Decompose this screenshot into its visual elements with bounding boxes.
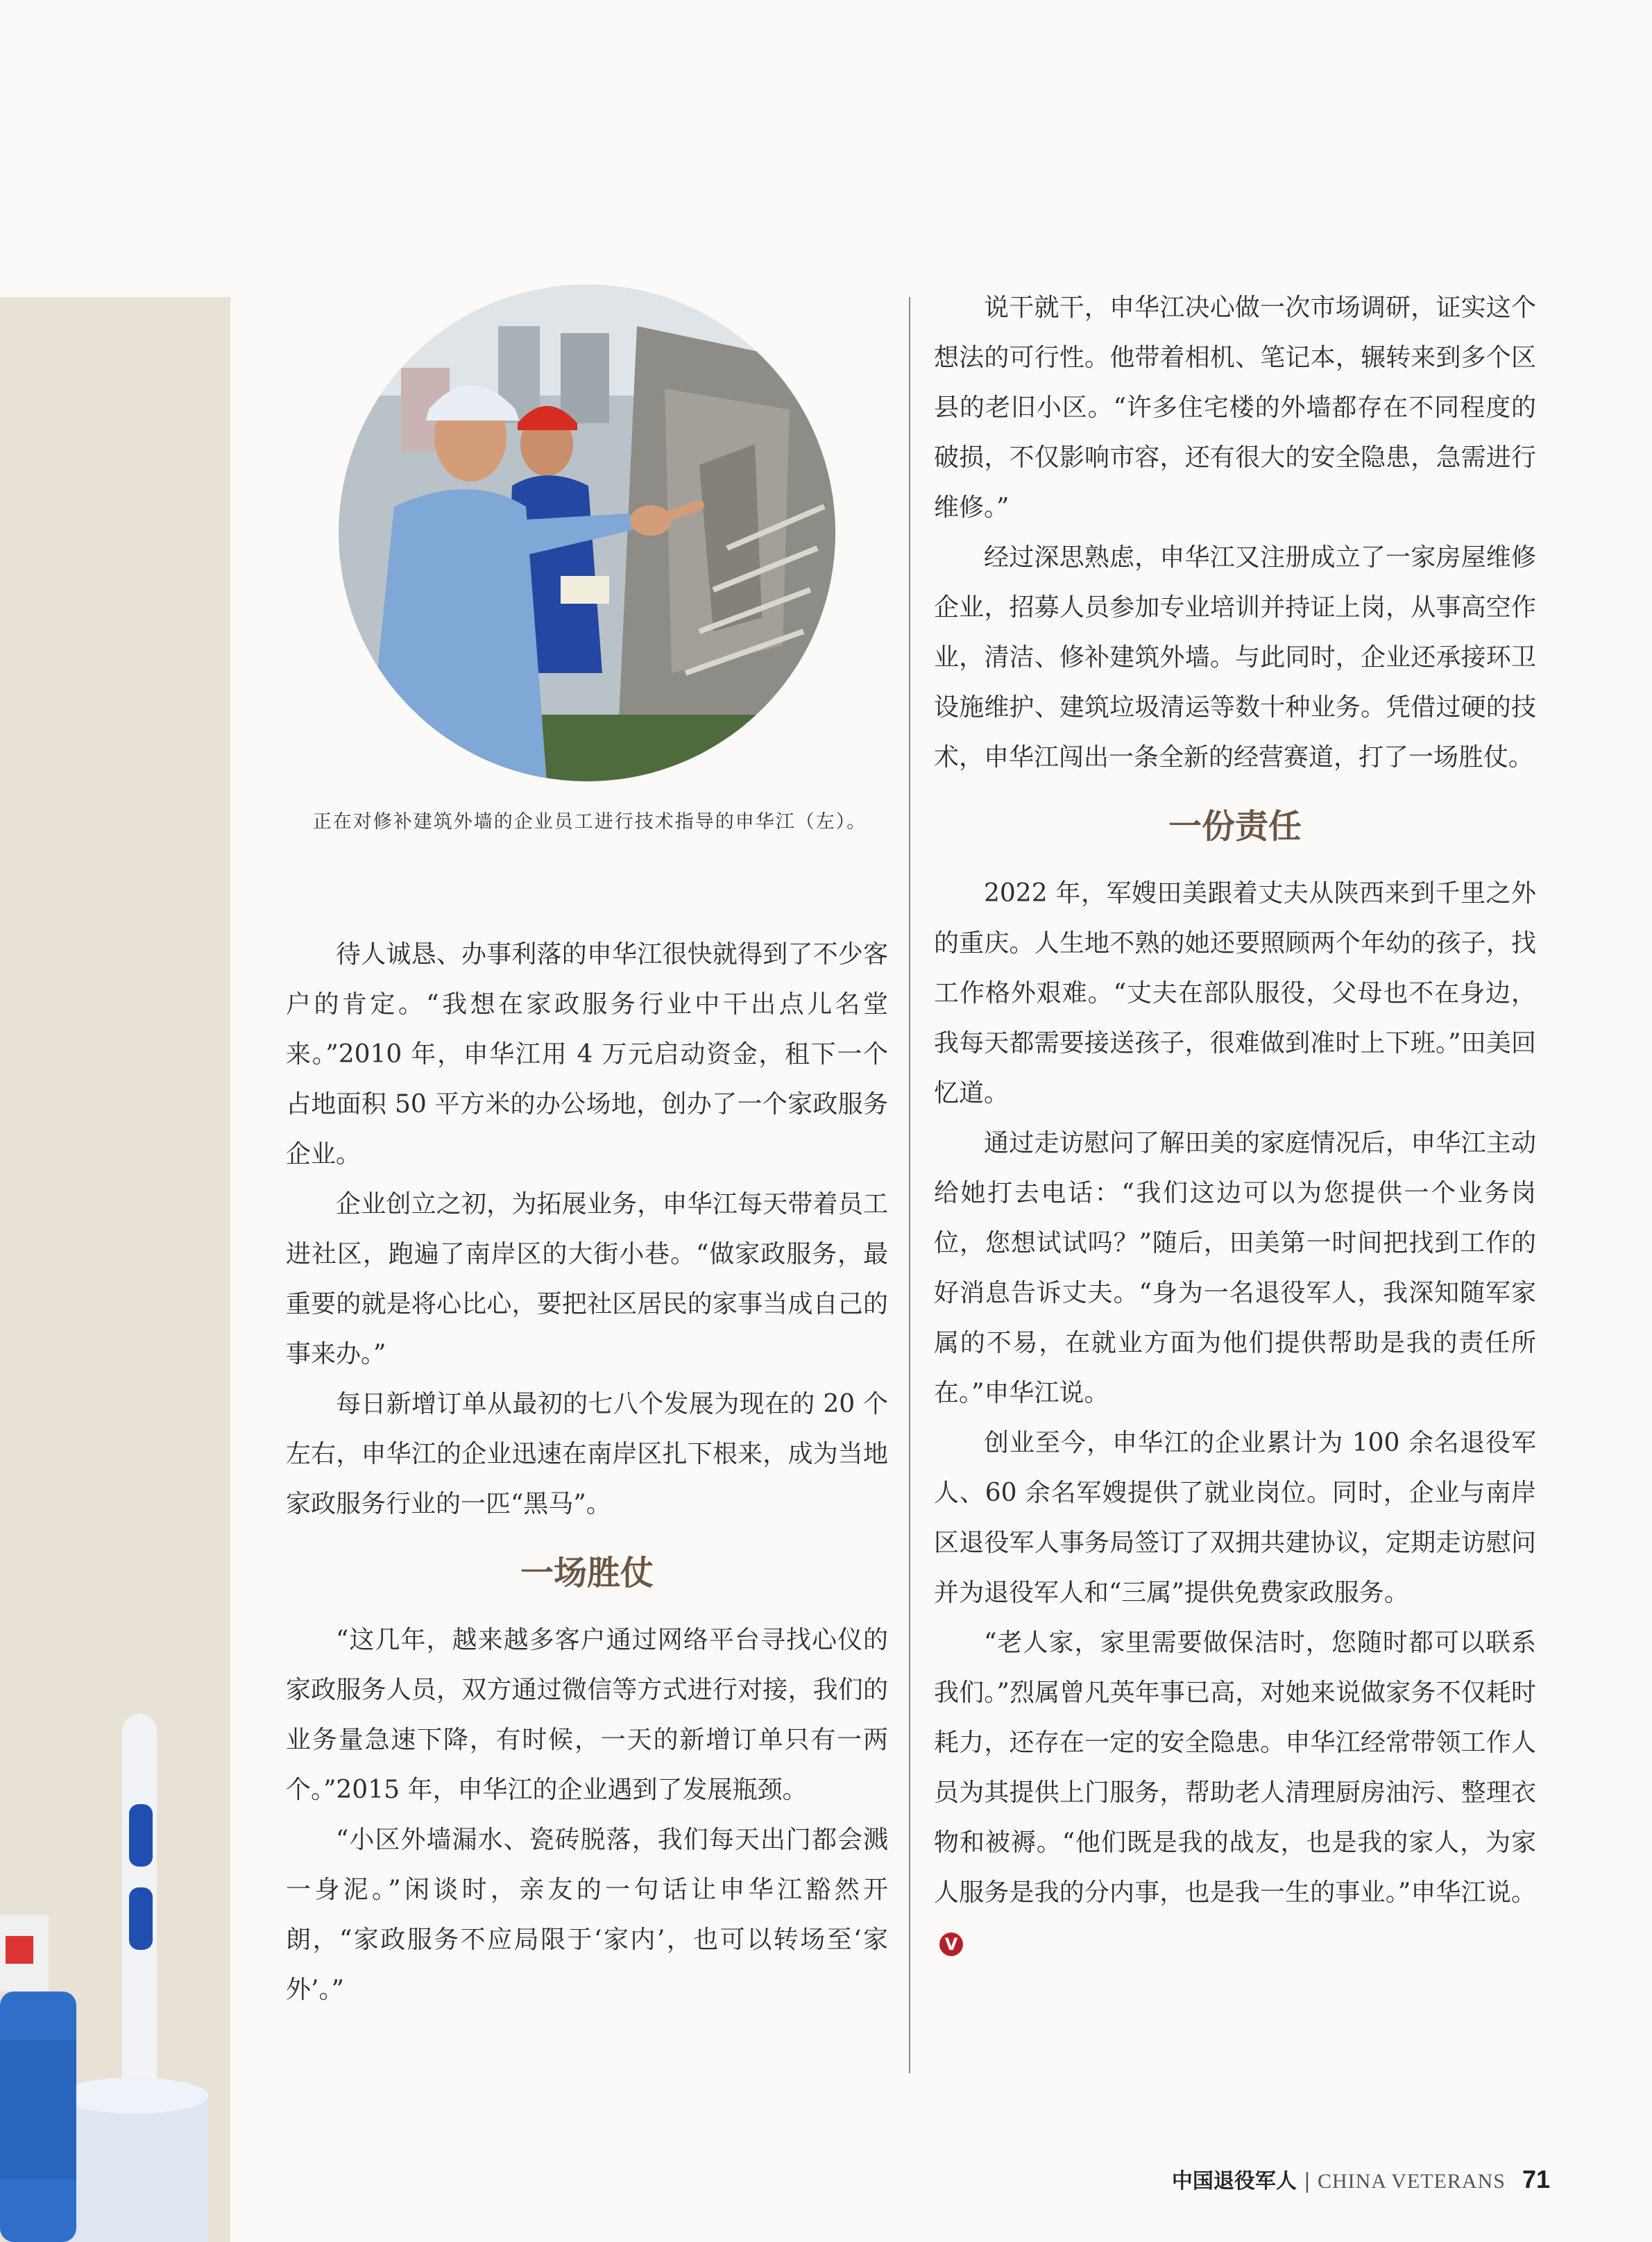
page-footer (1110, 2162, 1550, 2197)
paragraph: 通过走访慰问了解田美的家庭情况后，申华江主动给她打去电话：“我们这边可以为您提供一个业务岗位，您想试试吗？”随后，田美第一时间把找到工作的好消息告诉丈夫。“身为一名退役军人，我深知随军家属的不易，在就业方面为他们提供帮助是我的责任所在。”申华江说。 (934, 1129, 1536, 1407)
end-mark-icon: V (939, 1933, 963, 1956)
photo-caption: 正在对修补建筑外墙的企业员工进行技术指导的申华江（左）。 (312, 811, 867, 833)
section-heading: 一场胜仗 (520, 1554, 654, 1593)
paragraph: 说干就干，申华江决心做一次市场调研，证实这个想法的可行性。他带着相机、笔记本，辗转来到多个区县的老旧小区。“许多住宅楼的外墙都存在不同程度的破损，不仅影响市容，还有很大的安全隐患，急需进行维修。” (934, 294, 1536, 522)
left-column (286, 930, 888, 2015)
right-column (934, 283, 1536, 1968)
paragraph-last (934, 1618, 1536, 1968)
paragraph: “小区外墙漏水、瓷砖脱落，我们每天出门都会溅一身泥。”闲谈时，亲友的一句话让申华江豁然开朗，“家政服务不应局限于‘家内’，也可以转场至‘家外’。” (286, 1826, 888, 2004)
paragraph: 创业至今，申华江的企业累计为 100 余名退役军人、60 余名军嫂提供了就业岗位。同时，企业与南岸区退役军人事务局签订了双拥共建协议，定期走访慰问并为退役军人和“三属”提供免费家政服务。 (934, 1429, 1536, 1607)
page-number: 71 (1522, 2165, 1550, 2193)
cleaning-supplies-image (0, 1707, 230, 2242)
paragraph: “这几年，越来越多客户通过网络平台寻找心仪的家政服务人员，双方通过微信等方式进行对接，我们的业务量急速下降，有时候，一天的新增订单只有一两个。”2015 年，申华江的企业遇到了发展瓶颈。 (286, 1626, 888, 1804)
paragraph: 经过深思熟虑，申华江又注册成立了一家房屋维修企业，招募人员参加专业培训并持证上岗，从事高空作业，清洁、修补建筑外墙。与此同时，企业还承接环卫设施维护、建筑垃圾清运等数十种业务。凭借过硬的技术，申华江闯出一条全新的经营赛道，打了一场胜仗。 (934, 543, 1536, 772)
paragraph-text: “老人家，家里需要做保洁时，您随时都可以联系我们。”烈属曾凡英年事已高，对她来说做家务不仅耗时耗力，还存在一定的安全隐患。申华江经常带领工作人员为其提供上门服务，帮助老人清理厨房油污、整理衣物和被褥。“他们既是我的战友，也是我的家人，为家人服务是我的分内事，也是我一生的事业。”申华江说。 (934, 1629, 1536, 1907)
section-heading: 一份责任 (1168, 807, 1302, 846)
footer-separator: | (1303, 2169, 1311, 2193)
magazine-title-en: CHINA VETERANS (1317, 2170, 1506, 2193)
paragraph: 2022 年，军嫂田美跟着丈夫从陕西来到千里之外的重庆。人生地不熟的她还要照顾两个年幼的孩子，找工作格外艰难。“丈夫在部队服役，父母也不在身边，我每天都需要接送孩子，很难做到准时上下班。”田美回忆道。 (934, 879, 1536, 1107)
column-divider (909, 297, 910, 2073)
paragraph: 待人诚恳、办事利落的申华江很快就得到了不少客户的肯定。“我想在家政服务行业中干出点儿名堂来。”2010 年，申华江用 4 万元启动资金，租下一个占地面积 50 平方米的办公场地，创办了一个家政服务企业。 (286, 940, 888, 1169)
magazine-title-cn: 中国退役军人 (1171, 2169, 1297, 2193)
paragraph: 每日新增订单从最初的七八个发展为现在的 20 个左右，申华江的企业迅速在南岸区扎下根来，成为当地家政服务行业的一匹“黑马”。 (286, 1390, 888, 1518)
paragraph: 企业创立之初，为拓展业务，申华江每天带着员工进社区，跑遍了南岸区的大街小巷。“做家政服务，最重要的就是将心比心，要把社区居民的家事当成自己的事来办。” (286, 1190, 888, 1368)
worker-guidance-photo (339, 285, 835, 781)
